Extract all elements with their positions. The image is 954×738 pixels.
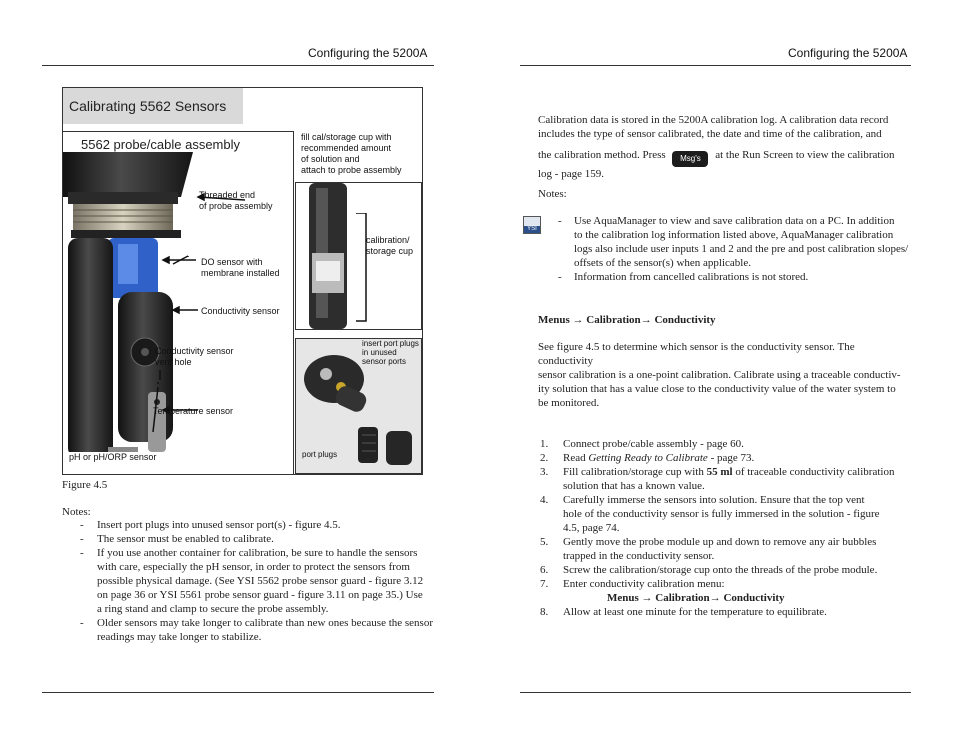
label-threaded-end: Threaded end of probe assembly	[199, 190, 273, 211]
calibration-log-paragraph: Calibration data is stored in the 5200A calibration log. A calibration data record includes the type of sensor calibrated, the date and time of the calibration, and the calibration method. Press Msg's at the Run Screen to view the calibration log - page 159.	[538, 114, 895, 180]
figure-4-5	[62, 87, 423, 475]
list-item: 2. Read Getting Ready to Calibrate - page 73.	[540, 452, 755, 464]
label-do-sensor: DO sensor with membrane installed	[201, 257, 280, 278]
left-notes-label: Notes:	[62, 506, 91, 518]
footer-rule	[520, 692, 911, 693]
aquamanager-icon: YSI	[523, 216, 541, 234]
note-item: - Information from cancelled calibrations is not stored.	[558, 271, 809, 283]
conductivity-paragraph: See figure 4.5 to determine which sensor is the conductivity sensor. The conductivity sensor calibration is a one-point calibration. Calibrate using a traceable conductiv- ity solution that has a value close to the conductivity value of the water system to be monitored.	[538, 341, 901, 409]
note-item: - Older sensors may take longer to calibrate than new ones because the sensor readings may take longer to stabilize.	[80, 617, 433, 643]
label-cal-cup: calibration/ storage cup	[366, 235, 414, 256]
left-page-header: Configuring the 5200A	[308, 46, 428, 60]
right-notes-list	[558, 214, 911, 284]
cup-photo	[304, 183, 354, 329]
header-rule	[520, 65, 911, 66]
label-vent-hole: Conductivity sensor vent hole	[155, 346, 234, 367]
list-item: 8. Allow at least one minute for the temperature to equilibrate.	[540, 606, 827, 618]
menu-path-step: Menus → Calibration→ Conductivity	[607, 592, 785, 604]
list-item: 5. Gently move the probe module up and down to remove any air bubbles trapped in the conductivity sensor.	[540, 536, 877, 562]
note-item: - If you use another container for calibration, be sure to handle the sensors with care, especially the pH sensor, in order to protect the sensors from possible physical damage. (See YSI 5562 probe sensor guard - figure 3.12 on page 36 or YSI 5561 probe sensor guard - figure 3.11 on page 35.) Use a ring stand and clamp to secure the probe assembly.	[80, 547, 424, 615]
pointer-lines	[63, 132, 293, 474]
note-item: - The sensor must be enabled to calibrate.	[80, 533, 274, 545]
cup-instructions: fill cal/storage cup with recommended amount of solution and attach to probe assembly	[301, 132, 402, 175]
label-ph-sensor: pH or pH/ORP sensor	[69, 452, 157, 462]
port-plugs-panel	[295, 338, 422, 474]
figure-caption: Figure 4.5	[62, 479, 108, 491]
label-port-plugs: port plugs	[302, 450, 338, 459]
note-item: - Insert port plugs into unused sensor port(s) - figure 4.5.	[80, 519, 341, 531]
label-insert-port-plugs: insert port plugs in unused sensor ports	[362, 339, 419, 366]
figure-title: Calibrating 5562 Sensors	[63, 88, 243, 124]
list-item: 6. Screw the calibration/storage cup onto the threads of the probe module.	[540, 564, 878, 576]
msgs-key-button: Msg's	[672, 151, 708, 167]
list-item: 3. Fill calibration/storage cup with 55 ml of traceable conductivity calibration solution that has a known value.	[540, 466, 895, 492]
probe-panel	[63, 131, 294, 475]
menu-path: Menus → Calibration→ Conductivity	[538, 314, 716, 326]
list-item: 1. Connect probe/cable assembly - page 60.	[540, 438, 744, 450]
probe-title: 5562 probe/cable assembly	[81, 137, 240, 152]
right-page-header: Configuring the 5200A	[788, 46, 908, 60]
left-notes-list	[80, 518, 435, 644]
cup-bracket	[356, 213, 368, 323]
footer-rule	[42, 692, 434, 693]
note-item: - Use AquaManager to view and save calibration data on a PC. In addition to the calibration log information listed above, AquaManager calibration logs also include user inputs 1 and 2 and the pre and post calibration slopes/ offsets of the sensor(s) when applicable.	[558, 215, 909, 269]
label-conductivity-sensor: Conductivity sensor	[201, 306, 280, 316]
steps-list	[540, 437, 895, 619]
right-notes-label: Notes:	[538, 188, 567, 200]
list-item: 7. Enter conductivity calibration menu:	[540, 578, 725, 590]
label-temperature-sensor: Temperature sensor	[153, 406, 234, 416]
list-item: 4. Carefully immerse the sensors into solution. Ensure that the top vent hole of the conductivity sensor is fully immersed in the solution - figure 4.5, page 74.	[540, 494, 880, 534]
cup-panel	[295, 182, 422, 330]
header-rule	[42, 65, 434, 66]
